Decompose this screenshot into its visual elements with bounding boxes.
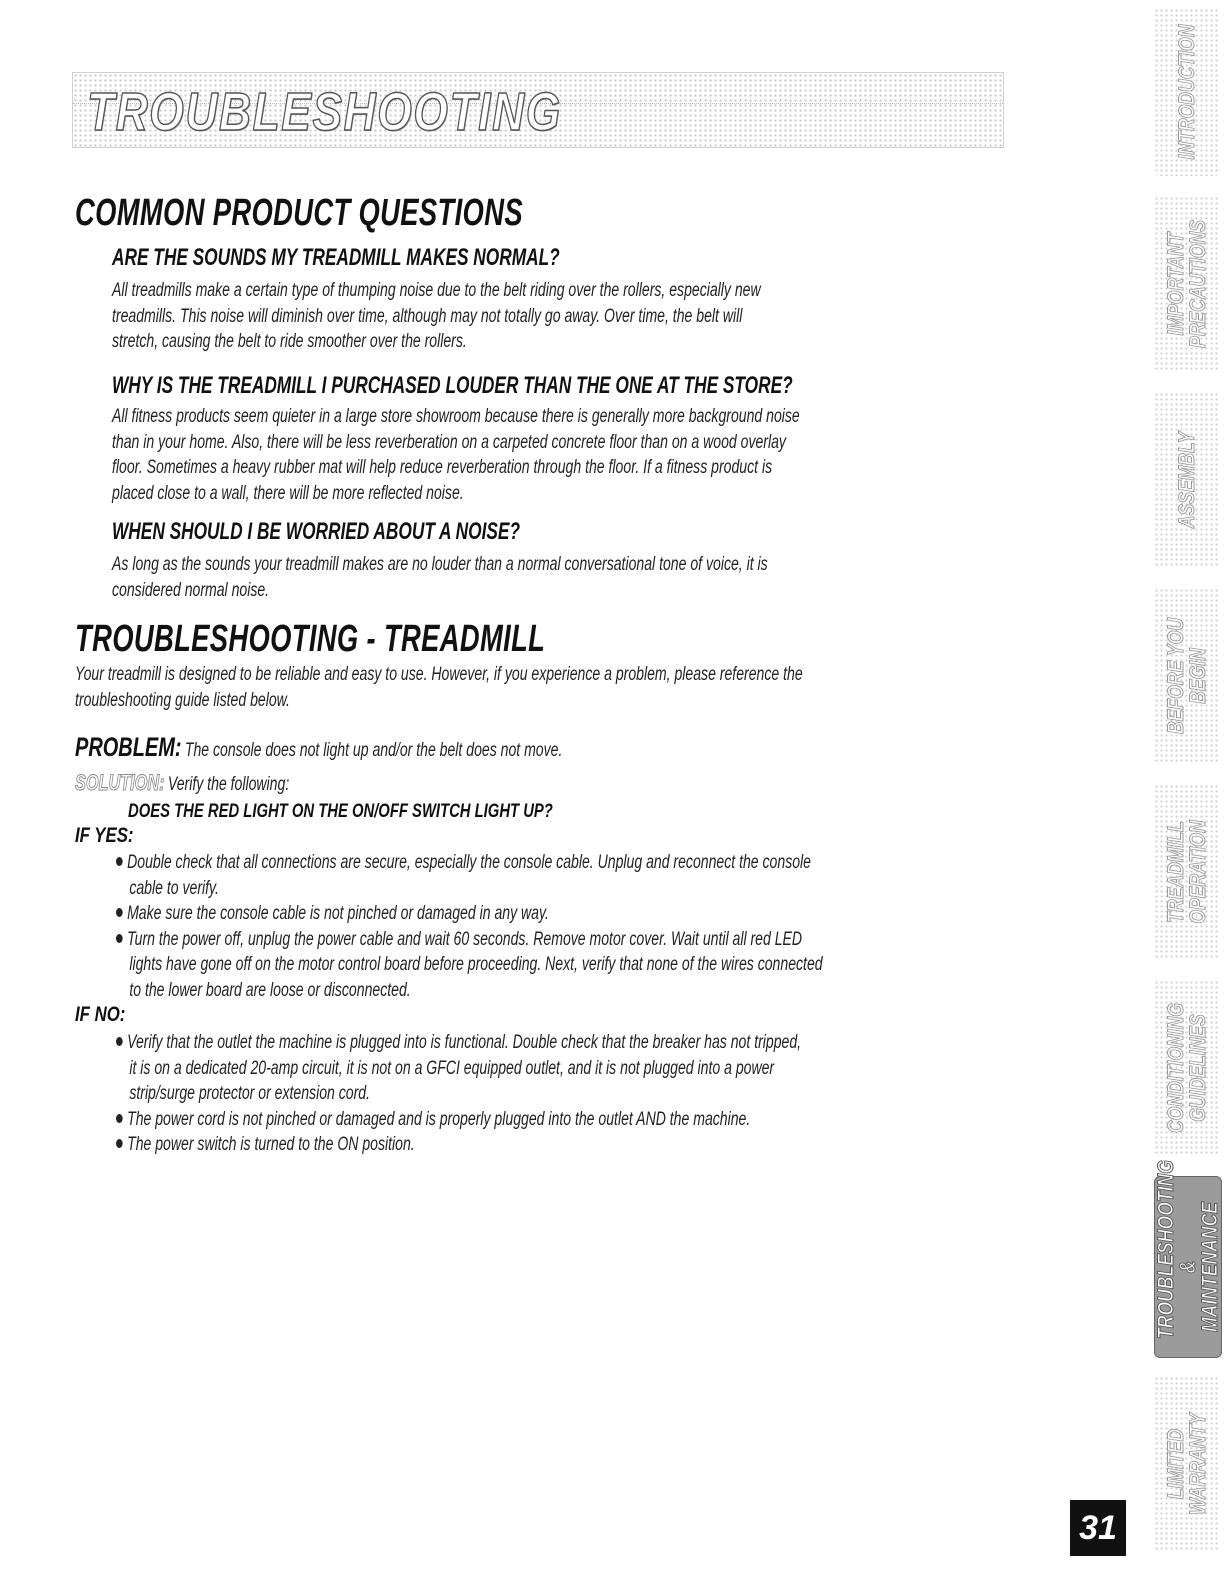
list-item-continuation: cable to verify. [129,877,219,899]
no-bullet-list [116,1030,1042,1158]
answer-line: than in your home. Also, there will be less reverberation on a carpeted concrete floor than on a wood overlay [112,431,786,453]
list-item: Double check that all connections are secure, especially the console cable. Unplug and reconnect the console [116,850,823,876]
side-tab-assembly[interactable]: ASSEMBLY [1154,392,1220,568]
bullet-icon [116,1037,123,1046]
side-tab-limited-warranty[interactable]: LIMITED WARRANTY [1154,1376,1220,1552]
section-heading: TROUBLESHOOTING - TREADMILL [75,618,546,660]
page-number: 31 [1070,1500,1126,1556]
list-item-continuation: lights have gone off on the motor control board before proceeding. Next, verify that none of the wires connected [129,954,823,975]
list-item-continuation: strip/surge protector or extension cord. [129,1083,371,1104]
troubleshooting-section [75,618,728,661]
side-tab-introduction[interactable]: INTRODUCTION [1154,8,1220,176]
answer-line: considered normal noise. [112,579,270,601]
list-item: The power cord is not pinched or damaged and is properly plugged into the outlet AND the machine. [116,1107,801,1133]
intro-paragraph [75,662,1058,713]
question-heading [112,372,1057,400]
answer-paragraph [112,278,989,355]
bullet-icon [116,934,123,943]
check-heading [128,801,673,823]
header-banner [72,72,1004,148]
side-tab-troubleshooting-maintenance[interactable]: TROUBLESHOOTING & MAINTENANCE [1154,1176,1222,1358]
answer-line: floor. Sometimes a heavy rubber mat will help reduce reverberation through the floor. If a fitness product is [112,457,773,478]
bullet-icon [116,1139,123,1148]
side-tab-strip [1150,0,1225,1585]
list-item-continuation: it is on a dedicated 20-amp circuit, it is not on a GFCI equipped outlet, and it is not plugged into a power [129,1057,775,1079]
check-title: DOES THE RED LIGHT ON THE ON/OFF SWITCH LIGHT UP? [128,801,553,822]
answer-paragraph [112,404,1041,506]
solution-row [75,770,365,796]
intro-line: troubleshooting guide listed below. [75,689,290,711]
side-tab-important-precautions[interactable]: IMPORTANT PRECAUTIONS [1154,196,1220,372]
bullet-icon [116,857,123,866]
list-item: Turn the power off, unplug the power cable and wait 60 seconds. Remove motor cover. Wait until all red LED [116,927,823,953]
problem-row [75,732,734,763]
list-item: Verify that the outlet the machine is plugged into is functional. Double check that the breaker has not tripped, [116,1030,801,1056]
bullet-icon [116,1114,123,1123]
if-no-text: IF NO: [75,1003,126,1026]
intro-line: Your treadmill is designed to be reliable and easy to use. However, if you experience a problem, please reference the [75,664,803,685]
page-title: TROUBLESHOOTING [87,82,562,142]
section-heading: COMMON PRODUCT QUESTIONS [75,192,523,234]
side-tab-conditioning-guidelines[interactable]: CONDITIONING GUIDELINES [1154,980,1220,1156]
bullet-icon [116,908,123,917]
answer-line: placed close to a wall, there will be more reflected noise. [112,482,464,504]
problem-label: PROBLEM: [75,732,182,762]
answer-paragraph [112,552,998,603]
question-title: WHY IS THE TREADMILL I PURCHASED LOUDER THAN THE ONE AT THE STORE? [112,372,793,399]
if-yes-label [75,824,148,848]
common-questions-section [75,192,697,235]
solution-text: Verify the following: [167,774,290,795]
side-tab-treadmill-operation[interactable]: TREADMILL OPERATION [1154,784,1220,960]
side-tab-before-you-begin[interactable]: BEFORE YOU BEGIN [1154,588,1220,764]
question-heading [112,244,734,272]
answer-line: As long as the sounds your treadmill makes are no louder than a normal conversational tone of voice, it is [112,554,768,575]
list-item: The power switch is turned to the ON position. [116,1132,801,1158]
if-no-label [75,1003,138,1027]
answer-line: stretch, causing the belt to ride smoother over the rollers. [112,331,467,352]
answer-line: All treadmills make a certain type of thumping noise due to the belt riding over the rollers, especially new [112,280,761,301]
answer-line: All fitness products seem quieter in a large store showroom because there is generally more background noise [112,406,800,427]
yes-bullet-list [116,850,1071,1003]
answer-line: treadmills. This noise will diminish over time, although may not totally go away. Over time, the belt will [112,305,743,327]
question-title: ARE THE SOUNDS MY TREADMILL MAKES NORMAL? [112,244,560,271]
question-title: WHEN SHOULD I BE WORRIED ABOUT A NOISE? [112,518,521,545]
solution-label: SOLUTION: [75,770,165,795]
problem-text: The console does not light up and/or the belt does not move. [184,740,563,761]
list-item-continuation: to the lower board are loose or disconnected. [129,979,411,1001]
if-yes-text: IF YES: [75,824,134,847]
list-item: Make sure the console cable is not pinched or damaged in any way. [116,901,823,927]
question-heading [112,518,679,546]
